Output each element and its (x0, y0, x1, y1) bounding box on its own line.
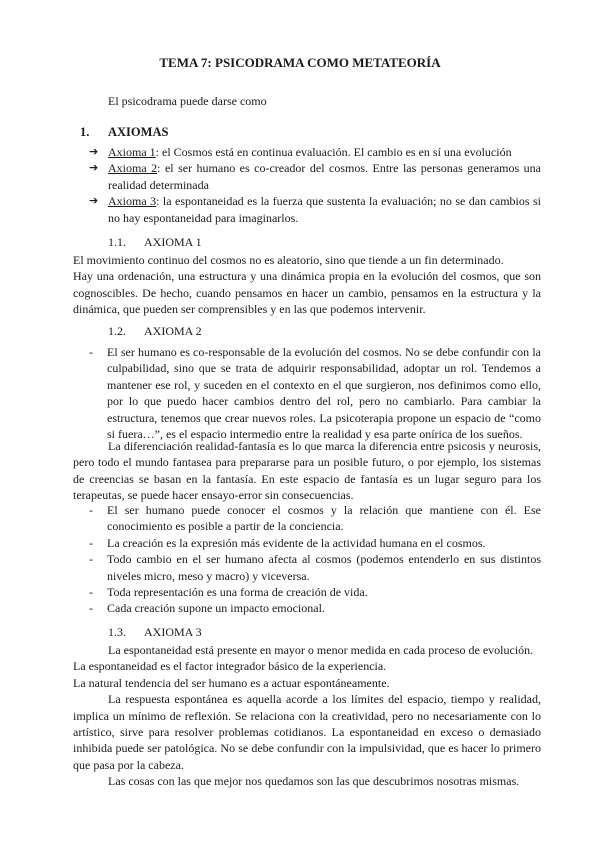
page-title: TEMA 7: PSICODRAMA COMO METATEORÍA (159, 55, 441, 70)
axiom-label: Axioma 3 (108, 194, 157, 209)
axioma-2-bullets (89, 502, 541, 617)
section-heading-axiomas (80, 124, 168, 140)
axiom-text: : el Cosmos está en continua evaluación. El cambio es en sí una evolución (155, 145, 512, 159)
arrow-bullet-icon: ➔ (89, 161, 99, 175)
subsection-number: 1.2. (108, 324, 126, 338)
paragraph: Las cosas con las que mejor nos quedamos son las que descubrimos nosotras mismas. (108, 774, 520, 789)
axiom-label: Axioma 1 (108, 145, 156, 159)
list-item (89, 502, 541, 535)
subsection-number: 1.3. (108, 625, 126, 639)
list-item-text: El ser humano es co-responsable de la evolución del cosmos. No se debe confundir con la culpabilidad, sino que se trata de adquirir responsabilidad, adoptar un rol. Tendemos a mantener ese rol, y suceden en el contexto en el que surgieron, nos definimos como ello, por lo que puedo hacer cambios dentro del rol, pero no cambiarlo. Para cambiar la estructura, tenemos que crear nuevos roles. La psicoterapia propone un espacio de “como si fuera…”, es el espacio intermedio entre la realidad y esa parte onírica de los sueños. (107, 345, 541, 442)
axioma-2-paragraph (73, 438, 541, 504)
axiom-label: Axioma 2 (108, 161, 158, 176)
subsection-heading-axioma-2 (108, 323, 202, 339)
arrow-bullet-icon: ➔ (89, 194, 99, 208)
list-item-text: Cada creación supone un impacto emocional. (107, 601, 325, 616)
axiom-item (89, 160, 541, 193)
dash-bullet: - (89, 552, 93, 567)
subsection-label: AXIOMA 3 (144, 625, 202, 639)
list-item (89, 344, 541, 442)
axiom-text: : la espontaneidad es la fuerza que sustenta la evaluación; no se dan cambios si no hay espontaneidad para imaginarlos. (108, 194, 541, 225)
paragraph: Hay una ordenación, una estructura y una dinámica propia en la evolución del cosmos, que son cognoscibles. De hecho, cuando pensamos en hacer un cambio, pensamos en la estructura y la dinámica, que pueden ser comprensibles y en las que podemos intervenir. (73, 269, 541, 317)
dash-bullet: - (89, 345, 93, 359)
axioma-2-body (89, 344, 541, 442)
dash-bullet: - (89, 535, 93, 550)
section-label: AXIOMAS (108, 125, 169, 139)
paragraph: La natural tendencia del ser humano es a actuar espontáneamente. (73, 675, 390, 690)
paragraph: La diferenciación realidad-fantasía es lo que marca la diferencia entre psicosis y neurosis, pero todo el mundo fantasea para prepararse para un posible futuro, o por ejemplo, los sistemas de creencias se basan en la fantasía. En este espacio de fantasía es un lugar seguro para los terapeutas, se puede hacer ensayo-error sin consecuencias. (73, 439, 541, 503)
paragraph: La respuesta espontánea es aquella acorde a los límites del espacio, tiempo y realidad, implica un mínimo de reflexión. Se relaciona con la creatividad, pero no necesariamente con lo artístico, sirve para resolver problemas cotidianos. La espontaneidad en exceso o demasiado inhibida puede ser patológica. No se debe confundir con la impulsividad, que es hacer lo primero que pasa por la cabeza. (73, 692, 541, 772)
list-item (89, 551, 541, 584)
dash-bullet: - (89, 503, 93, 517)
list-item-text: Todo cambio en el ser humano afecta al cosmos (podemos entenderlo en sus distintos niveles micro, meso y macro) y viceversa. (107, 552, 541, 583)
paragraph: La espontaneidad es el factor integrador básico de la experiencia. (73, 659, 387, 674)
paragraph: El movimiento continuo del cosmos no es aleatorio, sino que tiende a un fin determinado. (73, 253, 504, 267)
arrow-bullet-icon: ➔ (89, 145, 99, 158)
axioma-1-body (73, 252, 541, 318)
list-item (89, 600, 541, 616)
axiom-text: : el ser humano es co-creador del cosmos. Entre las personas generamos una realidad determinada (108, 161, 541, 192)
axiom-item (89, 193, 541, 226)
dash-bullet: - (89, 585, 93, 600)
axiom-item (89, 144, 541, 160)
paragraph: La espontaneidad está presente en mayor o menor medida en cada proceso de evolución. (108, 643, 534, 657)
dash-bullet: - (89, 601, 93, 616)
subsection-label: AXIOMA 1 (144, 235, 202, 249)
section-number: 1. (80, 125, 90, 139)
list-item-text: El ser humano puede conocer el cosmos y la relación que mantiene con él. Ese conocimiento es posible a partir de la conciencia. (107, 503, 541, 534)
axioma-3-body (73, 642, 541, 790)
list-item (89, 584, 541, 600)
subsection-number: 1.1. (108, 235, 126, 249)
subsection-label: AXIOMA 2 (144, 324, 202, 338)
list-item-text: Toda representación es una forma de creación de vida. (107, 585, 368, 600)
subsection-heading-axioma-3 (108, 624, 202, 640)
list-item-text: La creación es la expresión más evidente de la actividad humana en el cosmos. (107, 535, 486, 550)
intro-text: El psicodrama puede darse como (108, 94, 267, 108)
axiom-list (89, 144, 541, 226)
list-item (89, 535, 541, 551)
subsection-heading-axioma-1 (108, 234, 202, 250)
